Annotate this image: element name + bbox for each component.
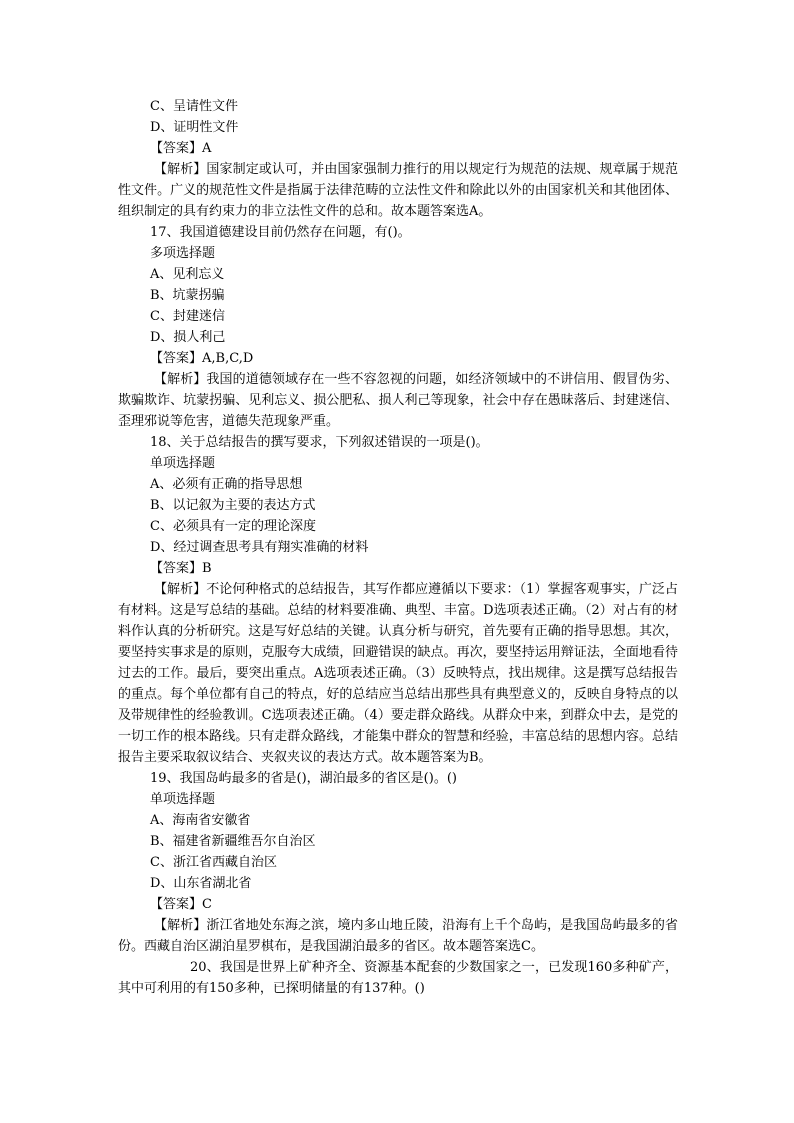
q17-analysis-text: 我国的道德领域存在一些不容忽视的问题，如经济领域中的不讲信用、假冒伪劣、欺骗欺诈、坑蒙拐骗、见利忘义、损公肥私、损人利己等现象，社会中存在愚昧落后、封建迷信、歪理邪说等危害，道德失范现象严重。 [118,372,678,429]
q19-answer: 【答案】C [150,897,212,912]
q16-analysis-tag: 【解析】 [154,162,207,177]
q18-answer: 【答案】B [150,561,212,576]
q17-answer: 【答案】A,B,C,D [150,351,254,366]
q17-analysis [118,369,678,432]
q17-option-b: B、坑蒙拐骗 [150,288,225,303]
q18-analysis [118,579,678,768]
q16-option-d: D、证明性文件 [150,120,239,135]
q16-answer: 【答案】A [150,141,212,156]
q19-question: 19、我国岛屿最多的省是()，湖泊最多的省区是()。() [150,771,457,786]
q19-analysis-tag: 【解析】 [154,918,207,933]
q19-analysis-text: 浙江省地处东海之滨，境内多山地丘陵，沿海有上千个岛屿，是我国岛屿最多的省份。西藏自治区湖泊星罗棋布，是我国湖泊最多的省区。故本题答案选C。 [118,918,678,954]
q16-option-c: C、呈请性文件 [150,99,238,114]
q17-option-c: C、封建迷信 [150,309,225,324]
q18-option-b: B、以记叙为主要的表达方式 [150,498,316,513]
q19-type: 单项选择题 [150,792,216,807]
q19-analysis [118,915,678,957]
q19-option-d: D、山东省湖北省 [150,876,252,891]
q20-question: 20、我国是世界上矿种齐全、资源基本配套的少数国家之一，已发现160多种矿产，其中可利用的有150多种，已探明储量的有137种。() [118,960,678,996]
q17-option-a: A、见利忘义 [150,267,225,282]
q19-option-c: C、浙江省西藏自治区 [150,855,277,870]
q18-analysis-tag: 【解析】 [154,582,207,597]
document-page [118,96,678,999]
q17-analysis-tag: 【解析】 [154,372,207,387]
q18-analysis-text: 不论何种格式的总结报告，其写作都应遵循以下要求：（1）掌握客观事实，广泛占有材料。这是写总结的基础。总结的材料要准确、典型、丰富。D选项表述正确。（2）对占有的材料作认真的分析研究。这是写好总结的关键。认真分析与研究，首先要有正确的指导思想。其次，要坚持实事求是的原则，克服夸大成绩，回避错误的缺点。再次，要坚持运用辩证法，全面地看待过去的工作。最后，要突出重点。A选项表述正确。（3）反映特点，找出规律。这是撰写总结报告的重点。每个单位都有自己的特点，好的总结应当总结出那些具有典型意义的，反映自身特点的以及带规律性的经验教训。C选项表述正确。（4）要走群众路线。从群众中来，到群众中去，是党的一切工作的根本路线。只有走群众路线，才能集中群众的智慧和经验，丰富总结的思想内容。总结报告主要采取叙议结合、夹叙夹议的表达方式。故本题答案为B。 [118,582,678,765]
q17-type: 多项选择题 [150,246,216,261]
q18-question: 18、关于总结报告的撰写要求，下列叙述错误的一项是()。 [150,435,489,450]
q16-analysis [118,159,678,222]
q17-option-d: D、损人利己 [150,330,226,345]
q19-option-b: B、福建省新疆维吾尔自治区 [150,834,316,849]
q18-option-a: A、必须有正确的指导思想 [150,477,303,492]
q18-option-c: C、必须具有一定的理论深度 [150,519,316,534]
q18-option-d: D、经过调查思考具有翔实准确的材料 [150,540,369,555]
q17-question: 17、我国道德建设目前仍然存在问题，有()。 [150,225,411,240]
q18-type: 单项选择题 [150,456,216,471]
q16-analysis-text: 国家制定或认可，并由国家强制力推行的用以规定行为规范的法规、规章属于规范性文件。广义的规范性文件是指属于法律范畴的立法性文件和除此以外的由国家机关和其他团体、组织制定的具有约束力的非立法性文件的总和。故本题答案选A。 [118,162,678,219]
q19-option-a: A、海南省安徽省 [150,813,251,828]
